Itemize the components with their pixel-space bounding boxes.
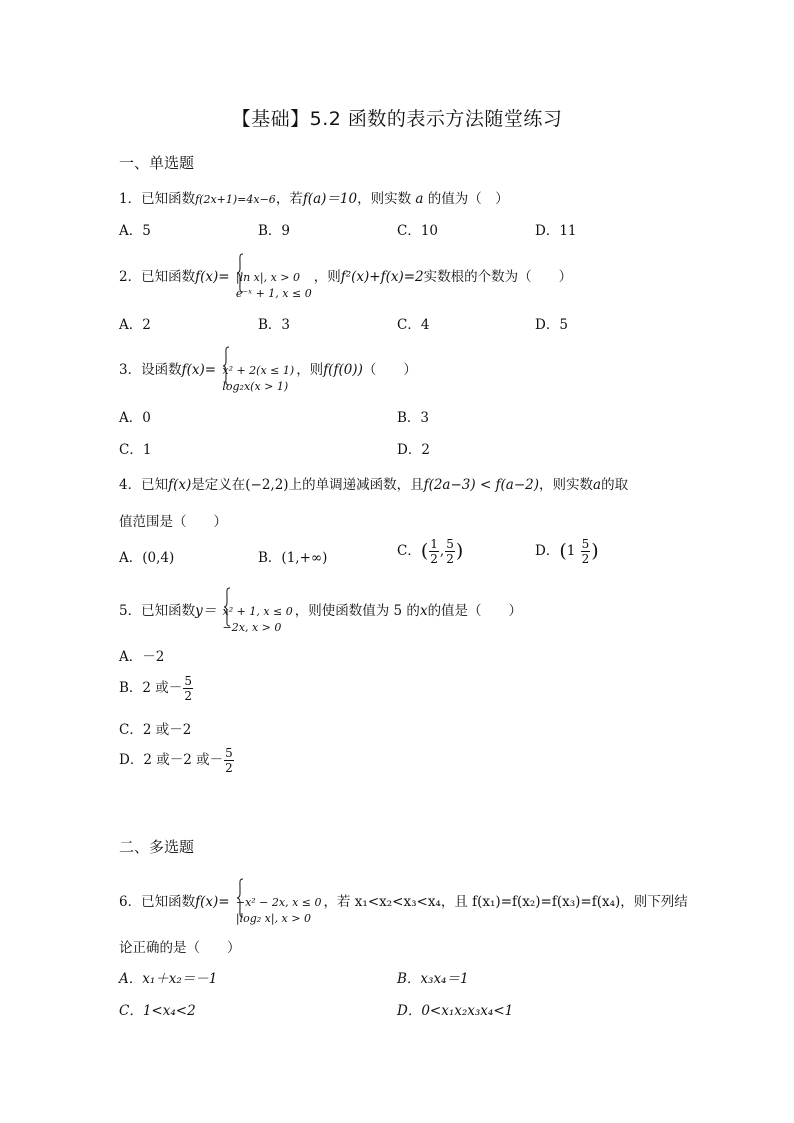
question-5 <box>119 587 522 636</box>
question-number: 3． <box>119 362 142 378</box>
brace-icon <box>223 587 231 627</box>
case-2: |log₂ x|, x > 0 <box>235 912 311 925</box>
option-label: D． <box>535 543 560 559</box>
math-formula: f(x)= <box>195 269 230 285</box>
frac-denominator: 2 <box>225 761 233 775</box>
option-a[interactable]: A．2 <box>119 317 151 333</box>
math-formula: f(2a−3) < f(a−2) <box>423 477 540 493</box>
piecewise-function <box>236 878 322 927</box>
question-1 <box>119 187 509 207</box>
case-2: e⁻ˣ + 1, x ≤ 0 <box>235 287 312 300</box>
frac-numerator: 5 <box>225 746 233 760</box>
question-6-continued: 论正确的是（ ） <box>119 940 241 956</box>
question-text: 的值为（ ） <box>427 191 509 207</box>
option-a[interactable]: A．x₁＋x₂＝－1 <box>119 971 218 987</box>
question-4 <box>119 473 628 493</box>
piecewise-function <box>223 587 293 636</box>
option-c[interactable]: C．10 <box>397 223 439 239</box>
case-2: −2x, x > 0 <box>222 621 282 634</box>
case-1: x² + 2(x ≤ 1) <box>222 364 295 377</box>
math-formula: f(x)= <box>195 894 230 910</box>
question-text: 已知函数 <box>141 603 196 619</box>
brace-icon <box>236 253 244 293</box>
math-formula: f(a)＝10 <box>302 191 358 207</box>
option-a[interactable]: A．0 <box>119 410 151 426</box>
option-c[interactable]: C．2 或－2 <box>119 722 192 738</box>
math-var: a <box>415 191 424 207</box>
question-text: ，则 <box>313 269 341 285</box>
case-1: |ln x|, x > 0 <box>235 271 300 284</box>
option-d[interactable]: D．(1 $\frac{5}{2}$ ) <box>535 537 599 566</box>
math-formula: f²(x)+f(x)=2 <box>340 269 424 285</box>
question-text: 设函数 <box>141 362 182 378</box>
question-number: 1． <box>119 191 142 207</box>
option-d[interactable]: D．2 <box>397 442 430 458</box>
option-value: (1,+∞) <box>281 550 328 566</box>
math-formula: y＝ <box>195 603 217 619</box>
question-6 <box>119 878 688 927</box>
math-var: x <box>419 603 428 619</box>
question-text: ，则使函数值为 5 的 <box>294 603 420 619</box>
question-number: 5． <box>119 603 142 619</box>
frac-denominator: 2 <box>446 552 454 566</box>
frac-denominator: 2 <box>184 689 192 703</box>
option-d[interactable] <box>119 746 235 775</box>
option-label: C． <box>397 543 421 559</box>
question-text: 已知函数 <box>141 269 196 285</box>
frac-numerator: 5 <box>581 537 590 551</box>
option-text: D．2 或－2 或－ <box>119 752 224 768</box>
question-number: 6． <box>119 894 142 910</box>
option-b[interactable] <box>258 546 327 566</box>
option-label: B． <box>258 550 282 566</box>
question-text: 已知 <box>141 477 169 493</box>
question-text: （ ） <box>362 362 417 378</box>
question-text: 是定义在 <box>191 477 246 493</box>
question-text: ，则实数 <box>357 191 412 207</box>
case-1: x² + 1, x ≤ 0 <box>222 605 293 618</box>
frac-numerator: 1 <box>430 537 438 551</box>
question-text: ，若 x₁<x₂<x₃<x₄，且 f(x₁)=f(x₂)=f(x₃)=f(x₄)，则下列结 <box>323 894 688 910</box>
question-text: 的值是（ ） <box>427 603 523 619</box>
question-text: ，若 <box>275 191 303 207</box>
math-formula: f(2x+1)=4x−6 <box>195 193 276 206</box>
option-a[interactable]: A．－2 <box>119 649 165 665</box>
option-b[interactable]: B．9 <box>258 223 291 239</box>
question-2 <box>119 253 572 302</box>
frac-numerator: 5 <box>446 537 454 551</box>
option-b[interactable]: B．3 <box>258 317 291 333</box>
piecewise-function <box>222 346 294 395</box>
option-a[interactable] <box>119 546 174 566</box>
option-d[interactable]: D．5 <box>535 317 568 333</box>
question-text: ，则实数 <box>539 477 594 493</box>
question-number: 4． <box>119 477 142 493</box>
option-c[interactable]: C．4 <box>397 317 430 333</box>
math-formula: f(f(0)) <box>323 362 363 378</box>
option-d[interactable]: D．0<x₁x₂x₃x₄<1 <box>397 1003 514 1019</box>
question-3 <box>119 346 417 395</box>
frac-denominator: 2 <box>430 552 438 566</box>
option-a[interactable]: A．5 <box>119 223 151 239</box>
option-text: B．2 或－ <box>119 680 183 696</box>
brace-icon <box>222 346 230 386</box>
question-number: 2． <box>119 269 142 285</box>
math-formula: f(x)= <box>181 362 217 378</box>
section-multiple-choice: 二、多选题 <box>119 838 195 856</box>
option-b[interactable] <box>119 674 194 703</box>
question-text: ，则 <box>296 362 324 378</box>
option-b[interactable]: B．x₃x₄＝1 <box>397 971 469 987</box>
math-var: a <box>593 477 602 493</box>
question-text: 的取 <box>601 477 629 493</box>
option-d[interactable]: D．11 <box>535 223 577 239</box>
question-text: 已知函数 <box>141 191 196 207</box>
case-1: −x² − 2x, x ≤ 0 <box>235 896 322 909</box>
question-text: 上的单调递减函数，且 <box>288 477 424 493</box>
page-title: 【基础】5.2 函数的表示方法随堂练习 <box>231 108 563 130</box>
question-text: 已知函数 <box>141 894 196 910</box>
section-single-choice: 一、单选题 <box>119 154 195 172</box>
option-value: 1 <box>566 543 576 559</box>
case-2: log₂x(x > 1) <box>222 380 289 393</box>
option-value: (0,4) <box>142 550 175 566</box>
option-b[interactable]: B．3 <box>397 410 430 426</box>
option-label: A． <box>119 550 143 566</box>
math-interval: (−2,2) <box>245 477 289 493</box>
question-text: 实数根的个数为（ ） <box>423 269 573 285</box>
option-c[interactable]: C．( $\frac{1}{2}$ , $\frac{5}{2}$ ) <box>397 537 464 566</box>
option-c[interactable]: C．1<x₄<2 <box>119 1003 196 1019</box>
math-formula: f(x) <box>168 477 192 493</box>
frac-numerator: 5 <box>184 674 192 688</box>
frac-denominator: 2 <box>581 552 590 566</box>
question-4-continued: 值范围是（ ） <box>119 514 227 530</box>
piecewise-function <box>236 253 312 302</box>
option-c[interactable]: C．1 <box>119 442 152 458</box>
brace-icon <box>236 878 244 918</box>
